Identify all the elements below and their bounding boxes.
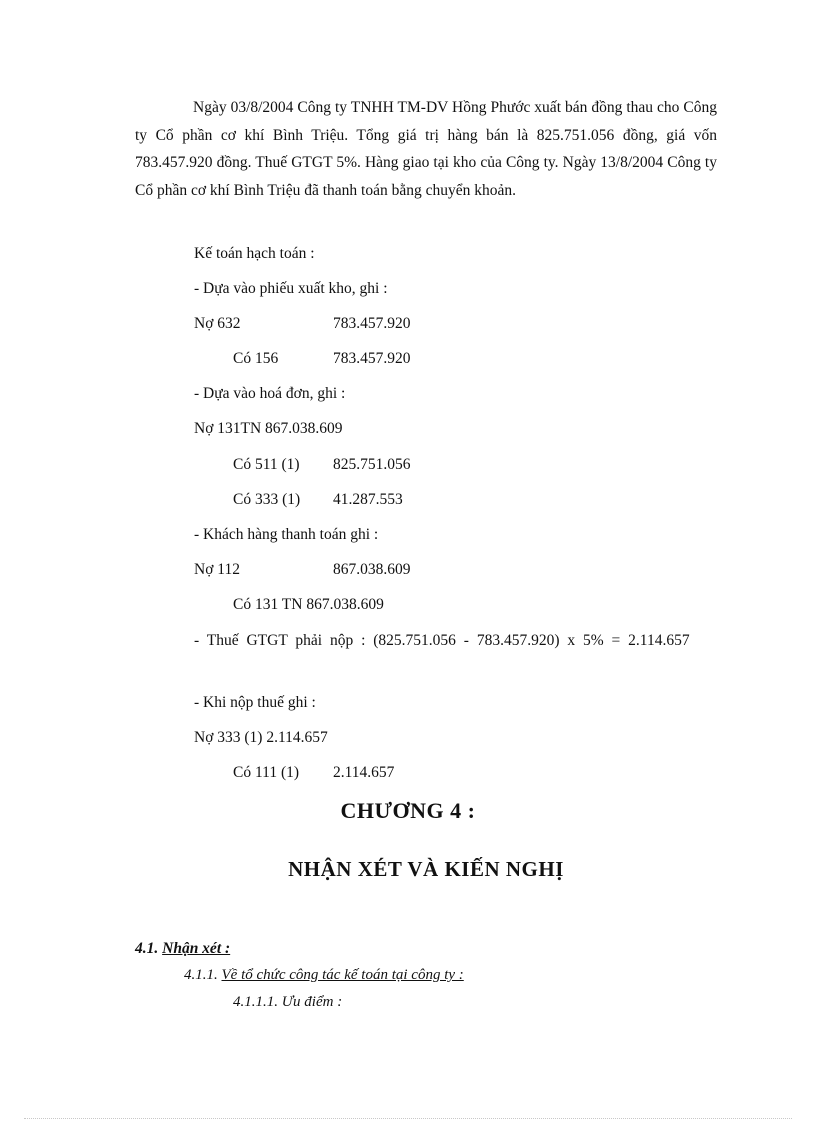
section-4-1-1-title: Về tổ chức công tác kế toán tại công ty :	[221, 967, 464, 983]
entry-warehouse-note: - Dựa vào phiếu xuất kho, ghi :	[194, 280, 388, 297]
debit-333-line: Nợ 333 (1) 2.114.657	[194, 729, 328, 746]
debit-632-amount: 783.457.920	[333, 315, 411, 332]
credit-156-label: Có 156	[233, 350, 279, 367]
intro-paragraph-text: Ngày 03/8/2004 Công ty TNHH TM-DV Hồng Phước xuất bán đồng thau cho Công ty Cổ phần cơ khí Bình Triệu. Tổng giá trị hàng bán là 825.751.056 đồng, giá vốn 783.457.920 đồng. Thuế GTGT 5%. Hàng giao tại kho của Công ty. Ngày 13/8/2004 Công ty Cổ phần cơ khí Bình Triệu đã thanh toán bằng chuyển khoản.	[135, 99, 717, 199]
credit-111-label: Có 111 (1)	[233, 764, 300, 781]
chapter-title: CHƯƠNG 4 :	[340, 798, 476, 823]
section-4-1-title: Nhận xét :	[162, 940, 231, 957]
section-4-1-1-heading	[184, 967, 464, 984]
section-4-1-1-number: 4.1.1.	[184, 967, 218, 983]
debit-131-line: Nợ 131TN 867.038.609	[194, 420, 343, 437]
section-4-1-heading	[135, 940, 230, 958]
intro-paragraph	[135, 94, 717, 204]
accounting-heading: Kế toán hạch toán :	[194, 245, 315, 262]
debit-632-label: Nợ 632	[194, 315, 241, 332]
section-4-1-number: 4.1.	[135, 940, 159, 957]
credit-111-amount: 2.114.657	[333, 764, 395, 781]
vat-payable-line: - Thuế GTGT phải nộp : (825.751.056 - 783.457.920) x 5% = 2.114.657	[194, 632, 690, 649]
section-4-1-1-1-heading: 4.1.1.1. Ưu điểm :	[233, 994, 343, 1010]
credit-131-line: Có 131 TN 867.038.609	[233, 596, 384, 613]
credit-511-label: Có 511 (1)	[233, 456, 300, 473]
entry-invoice-note: - Dựa vào hoá đơn, ghi :	[194, 385, 346, 402]
entry-tax-payment-note: - Khi nộp thuế ghi :	[194, 694, 316, 711]
credit-511-amount: 825.751.056	[333, 456, 411, 473]
credit-333-label: Có 333 (1)	[233, 491, 301, 508]
credit-333-amount: 41.287.553	[333, 491, 403, 508]
chapter-subtitle: NHẬN XÉT VÀ KIẾN NGHỊ	[288, 857, 564, 881]
entry-customer-payment-note: - Khách hàng thanh toán ghi :	[194, 526, 379, 543]
credit-156-amount: 783.457.920	[333, 350, 411, 367]
footer-divider	[24, 1118, 792, 1119]
debit-112-amount: 867.038.609	[333, 561, 411, 578]
debit-112-label: Nợ 112	[194, 561, 240, 578]
